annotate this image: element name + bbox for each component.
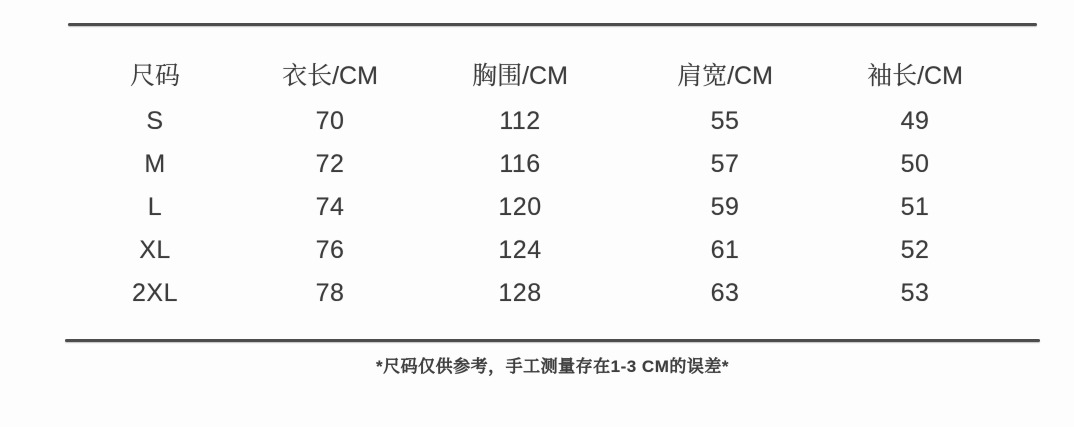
size-disclaimer-note: *尺码仅供参考，手工测量存在1-3 CM的误差* (376, 357, 729, 376)
cell-shoulder: 61 (710, 236, 740, 264)
header-cell-length: 衣长/CM (282, 62, 378, 90)
cell-sleeve: 53 (900, 279, 930, 307)
cell-length: 76 (315, 236, 345, 264)
cell-sleeve: 50 (900, 150, 930, 178)
table-row (68, 272, 1002, 315)
header-cell-size: 尺码 (129, 62, 180, 90)
cell-size: XL (139, 236, 171, 264)
cell-chest: 116 (499, 150, 541, 178)
cell-size: M (144, 150, 166, 178)
table-row (68, 229, 1002, 272)
cell-shoulder: 57 (710, 150, 740, 178)
cell-shoulder: 59 (710, 193, 740, 221)
cell-sleeve: 51 (900, 193, 930, 221)
cell-size: L (147, 193, 163, 221)
table-row (68, 100, 1002, 143)
cell-sleeve: 49 (900, 107, 930, 135)
cell-chest: 124 (498, 236, 542, 264)
cell-chest: 120 (498, 193, 542, 221)
cell-chest: 112 (499, 107, 541, 135)
header-row (68, 48, 1002, 100)
cell-shoulder: 63 (710, 279, 740, 307)
table-top-rule (68, 23, 1037, 26)
cell-size: S (146, 107, 164, 135)
table-row (68, 143, 1002, 186)
cell-length: 70 (315, 107, 345, 135)
table-row (68, 186, 1002, 229)
cell-sleeve: 52 (900, 236, 930, 264)
cell-size: 2XL (132, 279, 178, 307)
cell-shoulder: 55 (710, 107, 740, 135)
table-bottom-rule (65, 339, 1040, 342)
cell-length: 72 (315, 150, 345, 178)
cell-length: 78 (315, 279, 345, 307)
cell-chest: 128 (498, 279, 542, 307)
header-cell-shoulder: 肩宽/CM (677, 62, 773, 90)
header-cell-sleeve: 袖长/CM (867, 62, 963, 90)
cell-length: 74 (315, 193, 345, 221)
size-table (68, 48, 1002, 315)
header-cell-chest: 胸围/CM (472, 62, 568, 90)
